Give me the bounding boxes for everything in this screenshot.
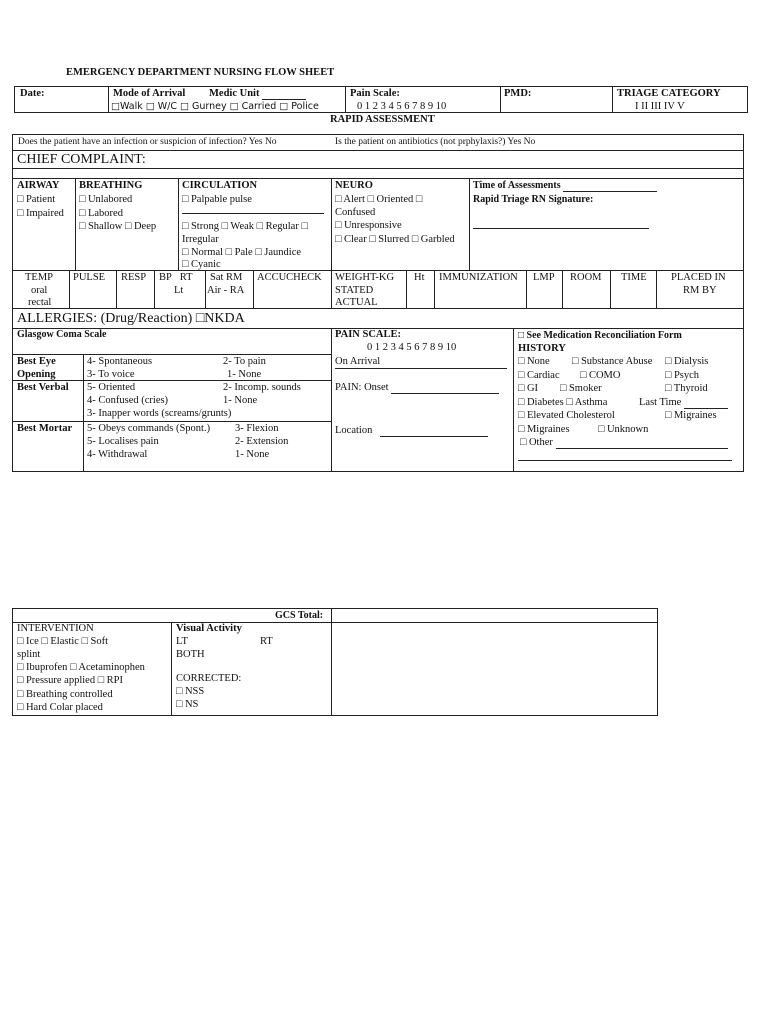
neuro-confused-label: Confused	[335, 207, 376, 218]
gcs-verbal-4[interactable]: 4- Confused (cries)	[87, 395, 169, 406]
intervention-medications[interactable]: □ Ibuprofen □ Acetaminophen	[17, 662, 145, 673]
room-header: ROOM	[570, 272, 602, 283]
pain-on-arrival-line[interactable]	[335, 368, 507, 369]
chief-complaint-label: CHIEF COMPLAINT:	[17, 152, 146, 167]
breathing-title: BREATHING	[79, 180, 143, 191]
airway-impaired-option[interactable]: □ Impaired	[17, 208, 64, 219]
neuro-title: NEURO	[335, 180, 373, 191]
history-cardiac[interactable]: □ Cardiac	[518, 370, 560, 381]
pain-scale-label: Pain Scale:	[350, 88, 400, 99]
gcs-eye-label: Best Eye	[17, 356, 56, 367]
gcs-total-label: GCS Total:	[275, 610, 324, 621]
antibiotics-question: Is the patient on antibiotics (not prphylaxis?) Yes No	[335, 137, 536, 147]
gcs-motor-2[interactable]: 2- Extension	[235, 436, 289, 447]
breathing-unlabored-option[interactable]: □ Unlabored	[79, 194, 133, 205]
intervention-splint-label: splint	[17, 649, 41, 660]
gcs-motor-5b[interactable]: 5- Localises pain	[87, 436, 159, 447]
gcs-eye-4[interactable]: 4- Spontaneous	[87, 356, 153, 367]
header-table	[14, 86, 748, 113]
intervention-pressure-rpi[interactable]: □ Pressure applied □ RPI	[17, 675, 124, 686]
gcs-eye-label-2: Opening	[17, 369, 56, 380]
gcs-verbal-3[interactable]: 3- Inapper words (screams/grunts)	[87, 408, 232, 419]
gcs-eye-1[interactable]: 1- None	[227, 369, 262, 380]
form-title: EMERGENCY DEPARTMENT NURSING FLOW SHEET	[66, 67, 335, 78]
temp-rectal-label: rectal	[28, 297, 52, 308]
pain-location-label: Location	[335, 424, 488, 437]
history-other-line[interactable]	[518, 460, 732, 461]
accucheck-header: ACCUCHECK	[257, 272, 322, 283]
temp-oral-label: oral	[31, 285, 48, 296]
gcs-eye-2[interactable]: 2- To pain	[223, 356, 266, 367]
temp-header: TEMP	[25, 272, 54, 283]
gcs-verbal-1[interactable]: 1- None	[223, 395, 258, 406]
history-title: HISTORY	[518, 343, 566, 354]
intervention-hard-collar[interactable]: □ Hard Colar placed	[17, 702, 103, 713]
arrival-label: Mode of Arrival	[113, 88, 186, 99]
allergies-label: ALLERGIES: (Drug/Reaction) □NKDA	[17, 311, 245, 326]
date-label: Date:	[20, 88, 45, 99]
intervention-ice-elastic-soft[interactable]: □ Ice □ Elastic □ Soft	[17, 636, 109, 647]
history-smoker[interactable]: □ Smoker	[560, 383, 602, 394]
rn-signature-line[interactable]	[473, 228, 649, 229]
med-reconciliation-note[interactable]: □ See Medication Reconciliation Form	[518, 330, 682, 341]
history-migraines[interactable]: □ Migraines	[518, 424, 570, 435]
time-of-assessments-label: Time of Assessments	[473, 179, 657, 192]
circulation-cyanic-option[interactable]: □ Cyanic	[182, 259, 221, 270]
gcs-title: Glasgow Coma Scale	[17, 329, 107, 340]
triage-values: I II III IV V	[635, 101, 685, 112]
visual-rt-label: RT	[260, 636, 273, 647]
bp-header: BP RT	[159, 272, 193, 283]
pmd-label: PMD:	[504, 88, 532, 99]
history-unknown[interactable]: □ Unknown	[598, 424, 649, 435]
pulse-header: PULSE	[73, 272, 106, 283]
lmp-header: LMP	[533, 272, 555, 283]
intervention-table	[12, 608, 658, 716]
circulation-divider	[182, 213, 324, 214]
rm-by-header: RM BY	[683, 285, 717, 296]
pain-scale-numbers: 0 1 2 3 4 5 6 7 8 9 10	[367, 342, 457, 353]
bp-lt-label: Lt	[174, 285, 184, 296]
arrival-options[interactable]: □Walk □ W/C □ Gurney □ Carried □ Police	[111, 101, 319, 112]
visual-both-label: BOTH	[176, 649, 205, 660]
gcs-motor-label: Best Mortar	[17, 423, 73, 434]
circulation-title: CIRCULATION	[182, 180, 258, 191]
pain-scale-values: 0 1 2 3 4 5 6 7 8 9 10	[357, 101, 447, 112]
weight-actual-label: ACTUAL	[335, 297, 378, 308]
gcs-eye-3[interactable]: 3- To voice	[87, 369, 135, 380]
infection-question: Does the patient have an infection or suspicion of infection? Yes No	[18, 137, 277, 147]
history-dialysis[interactable]: □ Dialysis	[665, 356, 709, 367]
circulation-pulse-option[interactable]: □ Palpable pulse	[182, 194, 252, 205]
triage-label: TRIAGE CATEGORY	[617, 88, 721, 99]
assessment-block	[12, 134, 744, 472]
history-last-time: Last Time	[639, 396, 728, 409]
neuro-alert-options[interactable]: □ Alert □ Oriented □	[335, 194, 423, 205]
visual-lt-label: LT	[176, 636, 188, 647]
history-gi[interactable]: □ GI	[518, 383, 539, 394]
history-migraines-right[interactable]: □ Migraines	[665, 410, 717, 421]
pain-onset-label: PAIN: Onset	[335, 381, 499, 394]
airway-title: AIRWAY	[17, 180, 60, 191]
gcs-motor-5a[interactable]: 5- Obeys commands (Spont.)	[87, 423, 211, 434]
time-header: TIME	[621, 272, 647, 283]
gcs-verbal-5[interactable]: 5- Oriented	[87, 382, 136, 393]
resp-header: RESP	[121, 272, 147, 283]
circulation-color-options[interactable]: □ Normal □ Pale □ Jaundice	[182, 247, 302, 258]
rapid-assessment-heading: RAPID ASSESSMENT	[330, 114, 435, 125]
neuro-speech-options[interactable]: □ Clear □ Slurred □ Garbled	[335, 234, 455, 245]
gcs-motor-4[interactable]: 4- Withdrawal	[87, 449, 148, 460]
weight-stated-label: STATED	[335, 285, 374, 296]
intervention-breathing-controlled[interactable]: □ Breathing controlled	[17, 689, 113, 700]
history-diabetes-asthma[interactable]: □ Diabetes □ Asthma	[518, 397, 608, 408]
history-elevated-cholesterol[interactable]: □ Elevated Cholesterol	[518, 410, 615, 421]
gcs-verbal-label: Best Verbal	[17, 382, 69, 393]
breathing-labored-option[interactable]: □ Labored	[79, 208, 123, 219]
medic-unit-label: Medic Unit	[209, 87, 306, 100]
circulation-strength-options[interactable]: □ Strong □ Weak □ Regular □	[182, 221, 308, 232]
sat-header: Sat RM	[210, 272, 243, 283]
visual-activity-title: Visual Activity	[176, 623, 242, 634]
history-psych[interactable]: □ Psych	[665, 370, 700, 381]
pain-scale-title: PAIN SCALE:	[335, 329, 402, 340]
history-none[interactable]: □ None	[518, 356, 550, 367]
ht-header: Ht	[414, 272, 425, 283]
intervention-title: INTERVENTION	[17, 623, 94, 634]
rn-signature-label: Rapid Triage RN Signature:	[473, 194, 594, 205]
breathing-depth-options[interactable]: □ Shallow □ Deep	[79, 221, 157, 232]
pain-on-arrival-label: On Arrival	[335, 356, 381, 367]
history-como[interactable]: □ COMO	[580, 370, 621, 381]
sat-air-label: Air - RA	[207, 285, 245, 296]
circulation-irregular-label: Irregular	[182, 234, 219, 245]
history-thyroid[interactable]: □ Thyroid	[665, 383, 708, 394]
immunization-header: IMMUNIZATION	[439, 272, 518, 283]
history-substance-abuse[interactable]: □ Substance Abuse	[572, 356, 653, 367]
placed-in-header: PLACED IN	[671, 272, 726, 283]
gcs-motor-1[interactable]: 1- None	[235, 449, 270, 460]
gcs-verbal-2[interactable]: 2- Incomp. sounds	[223, 382, 301, 393]
history-other[interactable]: □ Other	[520, 436, 728, 449]
visual-corrected-label: CORRECTED:	[176, 673, 242, 684]
gcs-motor-3[interactable]: 3- Flexion	[235, 423, 279, 434]
airway-patient-option[interactable]: □ Patient	[17, 194, 56, 205]
neuro-unresponsive-option[interactable]: □ Unresponsive	[335, 220, 402, 231]
visual-nss-option[interactable]: □ NSS	[176, 686, 205, 697]
visual-ns-option[interactable]: □ NS	[176, 699, 199, 710]
weight-header: WEIGHT-KG	[335, 272, 395, 283]
